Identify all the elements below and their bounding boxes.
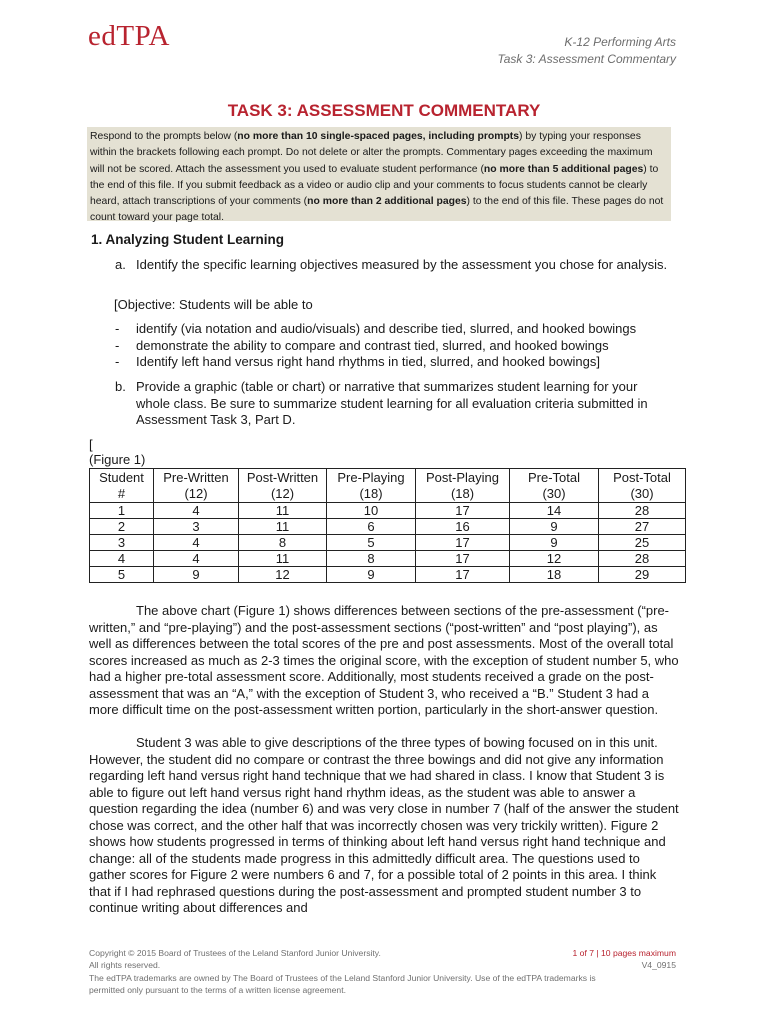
table-cell: 29: [599, 567, 686, 583]
objective-item: [115, 354, 675, 371]
edtpa-logo: edTPA: [88, 20, 170, 52]
table-cell: 2: [90, 519, 154, 535]
col-header: Pre-Total (30): [510, 469, 599, 503]
objective-item: [115, 321, 675, 338]
table-cell: 17: [416, 551, 510, 567]
footer-copyright-line: Copyright © 2015 Board of Trustees of the Leland Stanford Junior University.: [89, 948, 381, 958]
col-header: Post-Written (12): [239, 469, 327, 503]
table-cell: 8: [327, 551, 416, 567]
instructions-bold-1: no more than 10 single-spaced pages, including prompts: [237, 131, 520, 142]
table-header-row: [90, 469, 686, 503]
instructions-text-1: Respond to the prompts below (: [90, 131, 238, 142]
col-header: Pre-Written (12): [154, 469, 239, 503]
version-label: V4_0915: [641, 960, 676, 971]
table-row: [90, 519, 686, 535]
prompt-a-letter: a.: [115, 257, 126, 272]
scores-table: [89, 468, 686, 583]
table-cell: 16: [416, 519, 510, 535]
table-cell: 17: [416, 503, 510, 519]
table-cell: 17: [416, 535, 510, 551]
instructions-text-2: ) by typing your responses within the brackets following each prompt. Do not delete or alter the prompts. Commentary pages exceeding the maximum will not be scored. Attach the assessment you used to evaluate student performance (: [90, 131, 653, 175]
table-cell: 12: [510, 551, 599, 567]
table-cell: 8: [239, 535, 327, 551]
prompt-a: [115, 257, 675, 274]
table-cell: 9: [327, 567, 416, 583]
table-cell: 4: [154, 535, 239, 551]
objective-text: demonstrate the ability to compare and contrast tied, slurred, and hooked bowings: [136, 337, 609, 353]
table-cell: 12: [239, 567, 327, 583]
table-cell: 1: [90, 503, 154, 519]
footer-rights-line: All rights reserved.: [89, 960, 161, 971]
analysis-paragraph-2: [89, 735, 679, 917]
col-header: Post-Total (30): [599, 469, 686, 503]
footer-trademark-line: The edTPA trademarks are owned by The Board of Trustees of the Leland Stanford Junior University. Use of the edTPA trademarks is: [89, 972, 596, 983]
figure-label: (Figure 1): [89, 452, 146, 467]
footer-page-info: [573, 947, 677, 972]
page-title: TASK 3: ASSESSMENT COMMENTARY: [227, 101, 541, 120]
table-cell: 28: [599, 551, 686, 567]
objective-text: Identify left hand versus right hand rhythms in tied, slurred, and hooked bowings]: [136, 354, 600, 369]
footer-copyright: [89, 947, 649, 996]
table-cell: 28: [599, 503, 686, 519]
prompt-b-text: Provide a graphic (table or chart) or narrative that summarizes student learning for your whole class. Be sure to summarize student learning for all evaluation criteria submitted in Assessment Task 3, Part D.: [136, 379, 648, 427]
header-info: [497, 34, 676, 68]
header-subject: K-12 Performing Arts: [564, 35, 676, 49]
table-cell: 9: [510, 519, 599, 535]
table-row: [90, 503, 686, 519]
prompt-a-text: Identify the specific learning objectives measured by the assessment you chose for analysis.: [136, 257, 668, 272]
objective-item: [115, 338, 675, 355]
table-row: [90, 567, 686, 583]
table-cell: 11: [239, 503, 327, 519]
table-cell: 11: [239, 519, 327, 535]
table-cell: 9: [154, 567, 239, 583]
bullet-dash: -: [115, 337, 120, 353]
table-cell: 4: [154, 503, 239, 519]
paragraph-text: The above chart (Figure 1) shows differences between sections of the pre-assessment (“pre-written,” and “pre-playing”) and the post-assessment sections (“post-written” and “post playing”), as well as differences between the total scores of the pre and post assessments. Most of the overall total scores increased as much as 2-3 times the original score, with the exception of student number 5, who had a higher pre-total assessment score. Additionally, most students received a grade on the post-assessment that was an “A,” with the exception of Student 3, who received a “B.” Student 3 had a more difficult time on the post-assessment written portion, particularly in the short-answer question.: [89, 603, 679, 717]
instructions-bold-2: no more than 5 additional pages: [483, 163, 644, 175]
objective-list: [115, 321, 675, 371]
table-cell: 18: [510, 567, 599, 583]
table-row: [90, 535, 686, 551]
prompt-b: [115, 379, 675, 429]
table-cell: 27: [599, 519, 686, 535]
instructions-box: [87, 127, 671, 224]
page-count: 1 of 7 | 10 pages maximum: [572, 948, 676, 958]
table-cell: 9: [510, 535, 599, 551]
table-cell: 11: [239, 551, 327, 567]
instructions-bold-3: no more than 2 additional pages: [307, 196, 467, 208]
table-cell: 3: [90, 535, 154, 551]
table-cell: 4: [90, 551, 154, 567]
table-cell: 3: [154, 519, 239, 535]
header-task: Task 3: Assessment Commentary: [497, 52, 676, 66]
instructions-text-3: ) to the end of this file. If you submit feedback as a video or audio clip and your comments to focus students cannot be clearly heard, attach transcriptions of your comments (: [90, 163, 659, 208]
col-header: Pre-Playing (18): [327, 469, 416, 503]
table-cell: 4: [154, 551, 239, 567]
section-heading: 1. Analyzing Student Learning: [91, 232, 285, 247]
table-cell: 6: [327, 519, 416, 535]
col-header: Student #: [90, 469, 154, 503]
col-header: Post-Playing (18): [416, 469, 510, 503]
footer-trademark-line: permitted only pursuant to the terms of a written license agreement.: [89, 984, 346, 995]
table-cell: 25: [599, 535, 686, 551]
bullet-dash: -: [115, 321, 120, 336]
table-cell: 14: [510, 503, 599, 519]
analysis-paragraph-1: [89, 603, 679, 719]
instructions-text-4: ) to the end of this file. These pages do not count toward your page total.: [90, 196, 664, 224]
table-cell: 17: [416, 567, 510, 583]
objective-text: identify (via notation and audio/visuals) and describe tied, slurred, and hooked bowings: [136, 321, 637, 336]
objective-intro: [Objective: Students will be able to: [114, 297, 313, 312]
paragraph-text: Student 3 was able to give descriptions of the three types of bowing focused on in this unit. However, the student did no compare or contrast the three bowings and did not give any information regarding left hand versus right hand technique that we had shared in class. I know that Student 3 is able to figure out left hand versus right hand rhythm ideas, as the student was able to answer a question regarding the idea (number 6) and was very close in number 7 (half of the answer the student chose was correct, and the other half that was incorrectly chosen was very trickily written). Figure 2 shows how students progressed in terms of thinking about left hand versus right hand technique and change: all of the students made progress in this admittedly difficult area. The questions used to gather scores for Figure 2 were numbers 6 and 7, for a possible total of 2 points in this area. I think that if I had rephrased questions during the post-assessment and prompted student number 3 to continue writing about differences and: [89, 735, 679, 915]
table-cell: 5: [327, 535, 416, 551]
table-row: [90, 551, 686, 567]
table-cell: 10: [327, 503, 416, 519]
bullet-dash: -: [115, 354, 120, 369]
prompt-b-letter: b.: [115, 379, 126, 394]
table-cell: 5: [90, 567, 154, 583]
response-bracket: [: [89, 437, 93, 452]
